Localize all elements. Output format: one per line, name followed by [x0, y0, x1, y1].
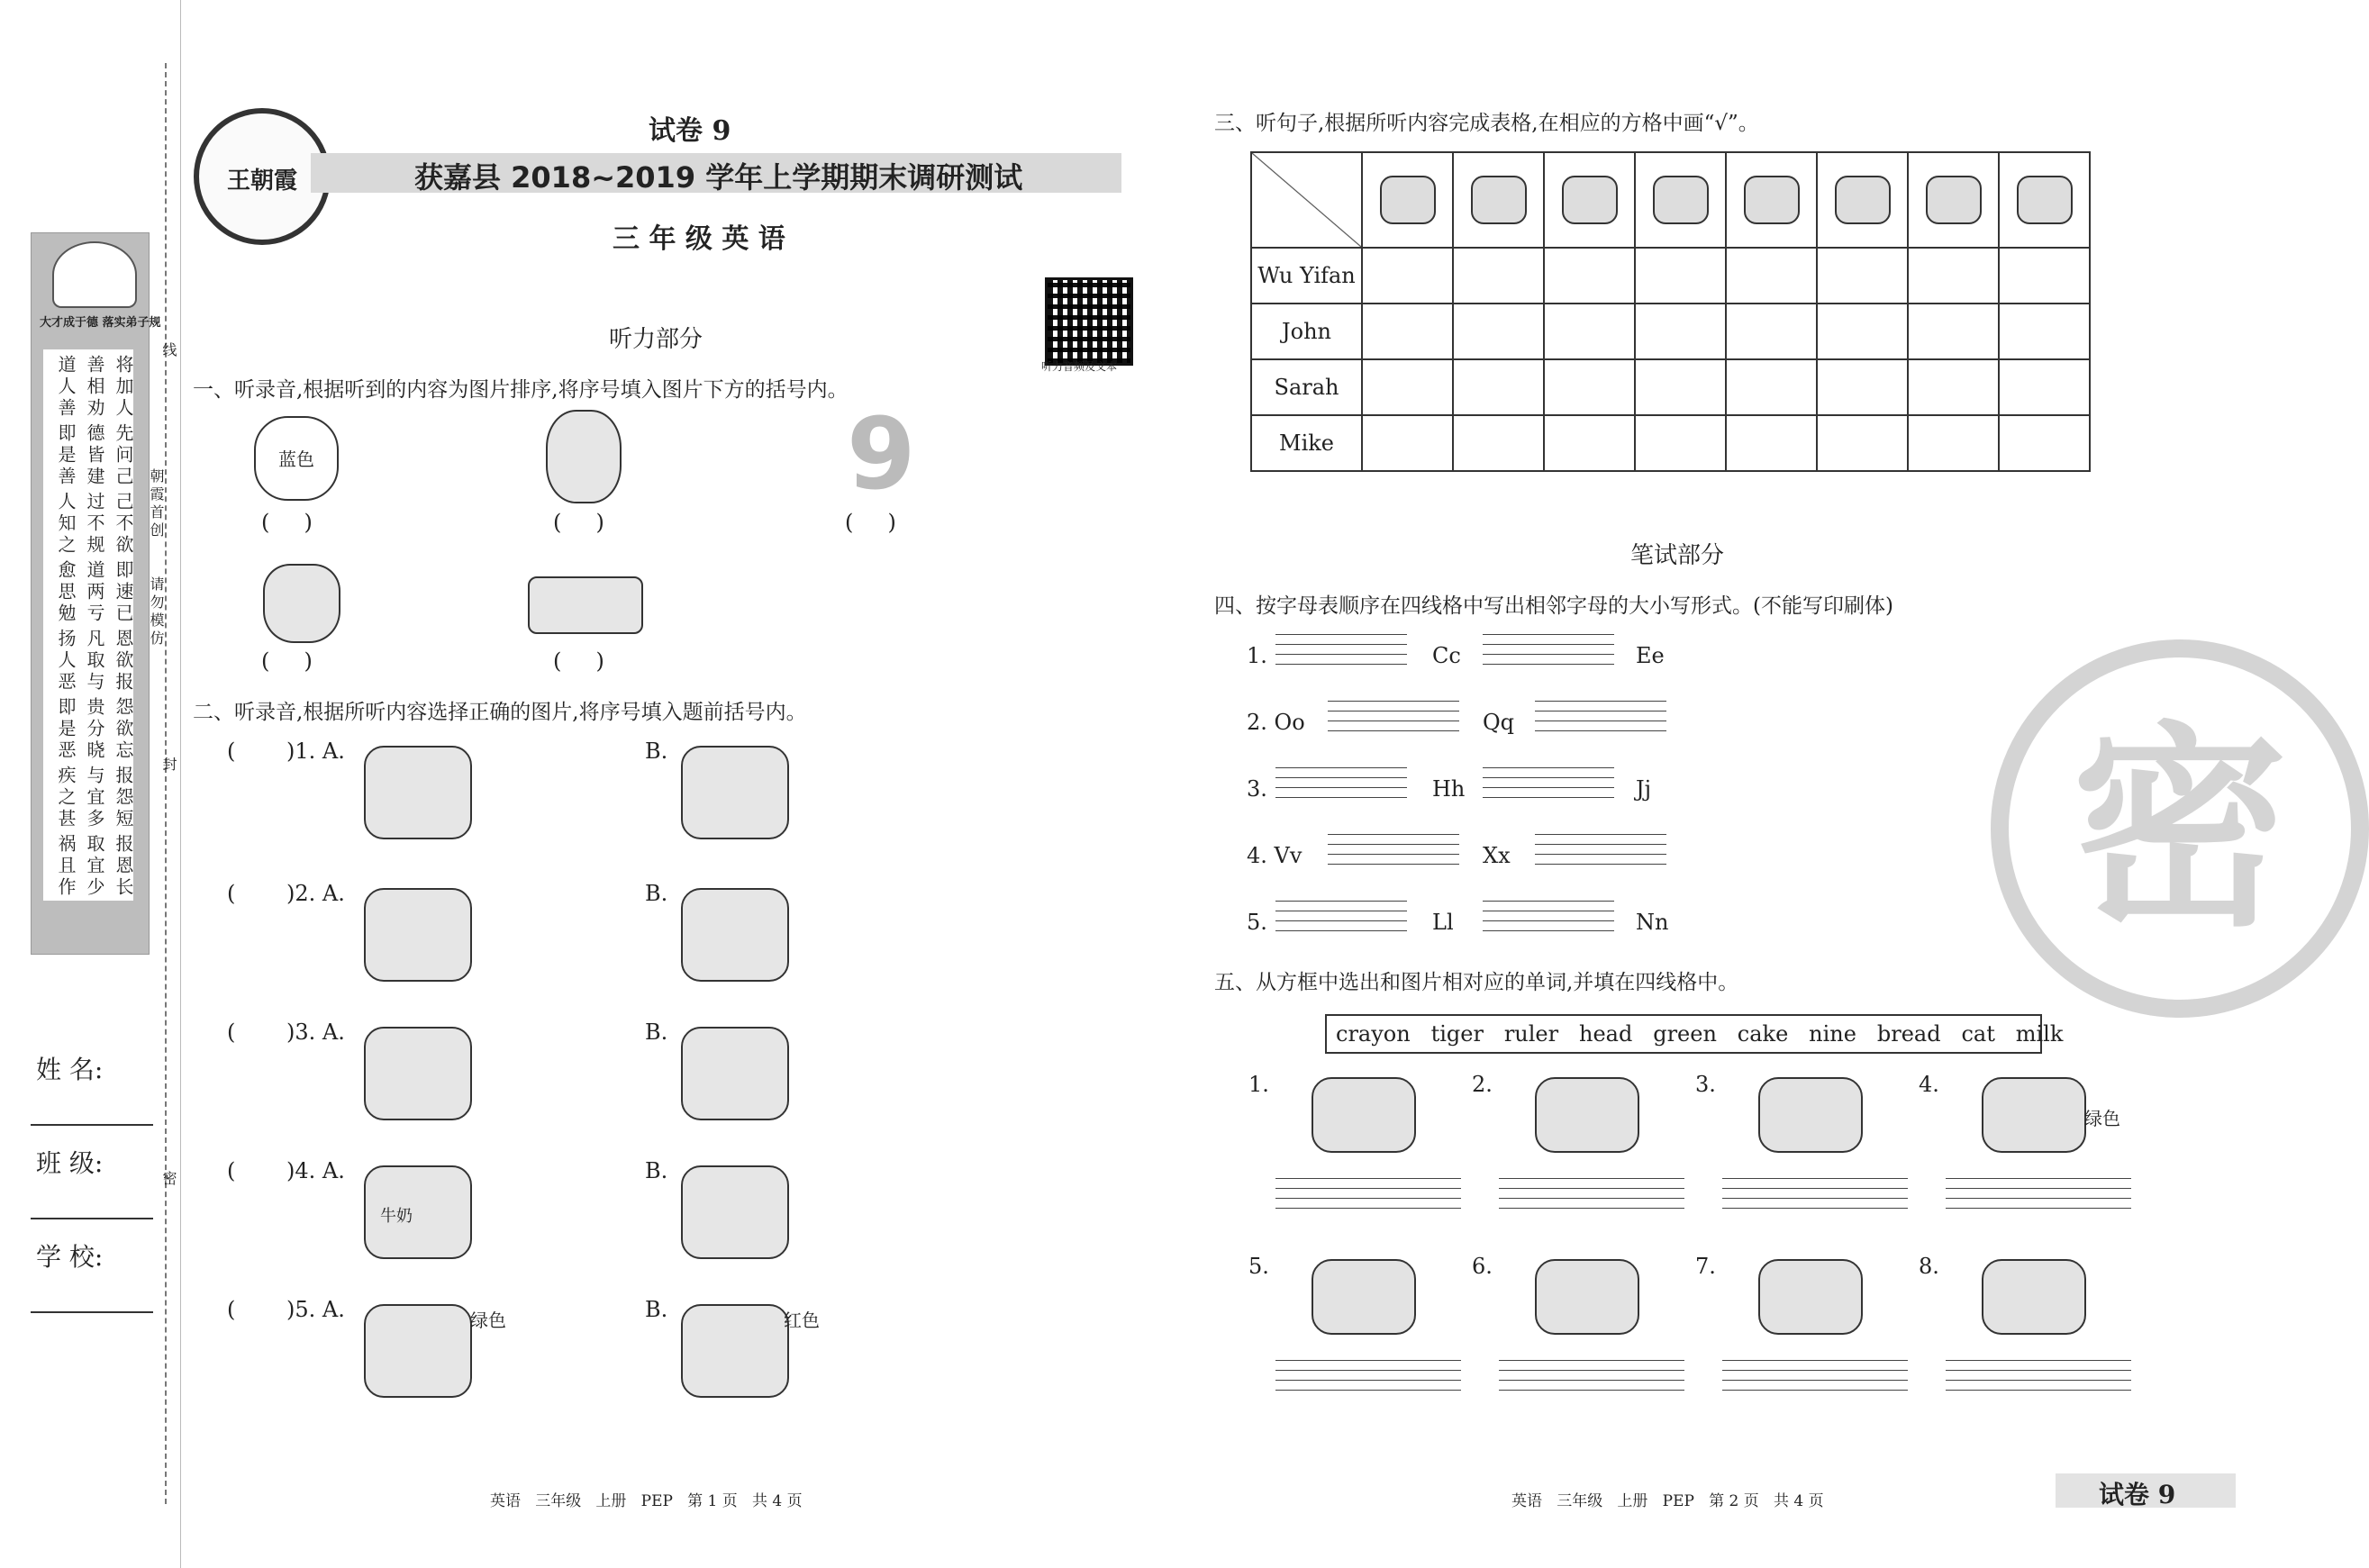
motto-text: 大才成于德 落实弟子规: [40, 316, 161, 330]
writing-lines[interactable]: [1946, 1178, 2131, 1223]
item-number: )1. A.: [286, 739, 345, 764]
writing-lines[interactable]: [1483, 767, 1614, 812]
table-header-cell: [1362, 152, 1453, 248]
exam-subtitle: 三 年 级 英 语: [613, 223, 785, 255]
nine-icon: 9: [847, 396, 916, 512]
check-cell[interactable]: [1726, 304, 1817, 359]
writing-lines[interactable]: [1275, 767, 1407, 812]
check-cell[interactable]: [1999, 359, 2090, 415]
answer-paren[interactable]: (: [227, 1158, 236, 1183]
check-cell[interactable]: [1362, 304, 1453, 359]
check-cell[interactable]: [1726, 359, 1817, 415]
head-icon: [1758, 1077, 1863, 1153]
motto-column: 凡取与: [84, 629, 105, 693]
page-divider: [180, 0, 181, 1568]
table-header-cell: [1908, 152, 1999, 248]
check-cell[interactable]: [1817, 304, 1908, 359]
writing-lines[interactable]: [1535, 834, 1666, 879]
pencil-box-icon: [528, 576, 643, 634]
row-name: Sarah: [1251, 359, 1362, 415]
writing-lines[interactable]: [1483, 634, 1614, 679]
writing-lines[interactable]: [1483, 901, 1614, 946]
writing-lines[interactable]: [1499, 1178, 1684, 1223]
class-label: 班 级:: [36, 1148, 104, 1178]
check-cell[interactable]: [1544, 304, 1635, 359]
cake-icon: [1312, 1077, 1416, 1153]
check-cell[interactable]: [1362, 359, 1453, 415]
hand-icon: [263, 564, 340, 643]
motto-column: 取宜少: [84, 834, 105, 899]
answer-paren[interactable]: (: [227, 1020, 236, 1045]
row-name: Wu Yifan: [1251, 248, 1362, 304]
name-label: 姓 名:: [36, 1055, 104, 1084]
mother-child-icon: [681, 888, 789, 982]
item-number: 2. Oo: [1247, 710, 1305, 735]
check-cell[interactable]: [1635, 248, 1726, 304]
option-b-label: B.: [645, 1297, 668, 1322]
answer-paren[interactable]: ( ): [261, 510, 313, 535]
check-cell[interactable]: [1544, 248, 1635, 304]
option-b-label: B.: [645, 739, 668, 764]
motto-column: 道人善: [55, 355, 77, 420]
motto-column: 疾之甚: [55, 766, 77, 830]
motto-column: 扬人恶: [55, 629, 77, 693]
binding-mark-2: 朝霞首创: [148, 468, 165, 540]
seal-char: 密: [2072, 702, 2289, 956]
row-name: John: [1251, 304, 1362, 359]
footer-left: 英语 三年级 上册 PEP 第 1 页 共 4 页: [490, 1492, 803, 1510]
given-letter: Ll: [1432, 910, 1454, 935]
motto-columns: [43, 349, 133, 901]
motto-column: 德皆建: [84, 423, 105, 488]
check-cell[interactable]: [1817, 248, 1908, 304]
water-icon: [1926, 176, 1982, 224]
table-row: [1251, 359, 2090, 415]
milk-label: 牛奶: [380, 1207, 413, 1226]
table-header-cell: [1726, 152, 1817, 248]
motto-column: 与宜多: [84, 766, 105, 830]
option-b-label: B.: [645, 881, 668, 906]
option-b-label: B.: [645, 1020, 668, 1045]
binding-mark-5: 密: [160, 1171, 177, 1189]
scholar-icon: [52, 241, 137, 308]
check-cell[interactable]: [1817, 359, 1908, 415]
writing-lines[interactable]: [1722, 1360, 1908, 1405]
binding-line: [165, 63, 167, 1504]
check-cell[interactable]: [1908, 248, 1999, 304]
item-number: 8.: [1919, 1254, 1939, 1279]
motto-column: 先问己: [113, 423, 134, 488]
check-cell[interactable]: [1908, 359, 1999, 415]
given-letter: Ee: [1636, 643, 1665, 668]
check-cell[interactable]: [1999, 304, 2090, 359]
motto-column: 善相劝: [84, 355, 105, 420]
item-number: 1.: [1247, 643, 1267, 668]
binding-mark-1: 线: [160, 342, 177, 360]
item-number: 5.: [1247, 910, 1267, 935]
motto-column: 愈思勉: [55, 560, 77, 625]
motto-column: 即是善: [55, 423, 77, 488]
check-cell[interactable]: [1635, 415, 1726, 471]
option-b-label: B.: [645, 1158, 668, 1183]
check-cell[interactable]: [1453, 359, 1544, 415]
word-list: crayon tiger ruler head green cake nine bread cat milk: [1336, 1021, 2064, 1047]
check-cell[interactable]: [1999, 248, 2090, 304]
cat-icon: [1535, 1259, 1639, 1335]
motto-column: 即速已: [113, 560, 134, 625]
question-4: 四、按字母表顺序在四线格中写出相邻字母的大小写形式。(不能写印刷体): [1214, 594, 1893, 618]
name-input-line[interactable]: [31, 1124, 153, 1126]
footer-right: 英语 三年级 上册 PEP 第 2 页 共 4 页: [1511, 1492, 1824, 1510]
question-5: 五、从方框中选出和图片相对应的单词,并填在四线格中。: [1214, 971, 1739, 994]
tree-icon: [1982, 1077, 2086, 1153]
given-letter: Cc: [1432, 643, 1461, 668]
motto-column: 将加人: [113, 355, 134, 420]
answer-paren[interactable]: ( ): [553, 648, 604, 674]
bear-icon: [681, 746, 789, 839]
bread-icon: [1835, 176, 1891, 224]
table-row: [1251, 415, 2090, 471]
item-number: 6.: [1472, 1254, 1493, 1279]
motto-column: 即是恶: [55, 697, 77, 762]
given-letter: Jj: [1636, 776, 1652, 802]
writing-lines[interactable]: [1946, 1360, 2131, 1405]
given-letter: Qq: [1483, 710, 1515, 735]
brand-name: 王朝霞: [226, 168, 297, 195]
check-cell[interactable]: [1999, 415, 2090, 471]
school-label: 学 校:: [36, 1242, 104, 1272]
item-number: 3.: [1695, 1072, 1716, 1097]
motto-column: 过不规: [84, 492, 105, 557]
rice-icon: [1653, 176, 1709, 224]
item-number: )4. A.: [286, 1158, 345, 1183]
item-number: )5. A.: [286, 1297, 345, 1322]
item-number: 5.: [1248, 1254, 1269, 1279]
item-number: 4. Vv: [1247, 843, 1302, 868]
item-number: 3.: [1247, 776, 1267, 802]
juice-icon: [1562, 176, 1618, 224]
answer-paren[interactable]: (: [227, 1297, 236, 1322]
question-3: 三、听句子,根据所听内容完成表格,在相应的方格中画“√”。: [1214, 112, 1759, 135]
bread-icon: [1535, 1077, 1639, 1153]
item-number: )3. A.: [286, 1020, 345, 1045]
row-name: Mike: [1251, 415, 1362, 471]
milk-icon: [1471, 176, 1527, 224]
check-cell[interactable]: [1817, 415, 1908, 471]
motto-column: 祸且作: [55, 834, 77, 899]
noodles-icon: [1744, 176, 1800, 224]
writing-lines[interactable]: [1275, 1360, 1461, 1405]
cake-icon: [364, 1027, 472, 1120]
cake-icon: [2017, 176, 2073, 224]
check-cell[interactable]: [1908, 415, 1999, 471]
egg-icon: [1380, 176, 1436, 224]
answer-paren[interactable]: ( ): [261, 648, 313, 674]
food-table: [1250, 151, 2091, 472]
answer-paren[interactable]: (: [227, 881, 236, 906]
nine-icon: [1982, 1259, 2086, 1335]
flower-shape-icon: [254, 416, 339, 501]
dog-icon: [364, 746, 472, 839]
green-label: 绿色: [470, 1310, 506, 1331]
crayon-icon: [1758, 1259, 1863, 1335]
table-header-cell: [1635, 152, 1726, 248]
check-cell[interactable]: [1726, 248, 1817, 304]
question-1: 一、听录音,根据听到的内容为图片排序,将序号填入图片下方的括号内。: [193, 378, 849, 402]
class-input-line[interactable]: [31, 1218, 153, 1219]
motto-column: 怨欲忘: [113, 697, 134, 762]
exam-title: 获嘉县 2018~2019 学年上学期期末调研测试: [414, 160, 1023, 195]
girl-pointing-icon: [681, 1304, 789, 1398]
flower-label: 蓝色: [278, 449, 314, 470]
check-cell[interactable]: [1726, 415, 1817, 471]
writing-lines[interactable]: [1275, 1178, 1461, 1223]
word-box: [1325, 1014, 2064, 1054]
writing-lines[interactable]: [1328, 834, 1459, 879]
color-label: 绿色: [2084, 1108, 2120, 1129]
listening-heading: 听力部分: [609, 326, 703, 353]
school-input-line[interactable]: [31, 1311, 153, 1313]
written-heading: 笔试部分: [1630, 542, 1725, 569]
table-header-cell: [1544, 152, 1635, 248]
item-number: 7.: [1695, 1254, 1716, 1279]
table-corner: [1251, 152, 1362, 248]
item-number: )2. A.: [286, 881, 345, 906]
two-kids-icon: [364, 888, 472, 982]
check-cell[interactable]: [1635, 359, 1726, 415]
item-number: 2.: [1472, 1072, 1493, 1097]
ruler-icon: [1312, 1259, 1416, 1335]
girl-pointing-icon: [364, 1304, 472, 1398]
juice-icon: [681, 1165, 789, 1259]
red-label: 红色: [784, 1310, 820, 1331]
check-cell[interactable]: [1544, 415, 1635, 471]
table-header-cell: [1817, 152, 1908, 248]
qr-caption: 听力音频及文本: [1041, 360, 1118, 373]
motto-column: 报怨短: [113, 766, 134, 830]
panda-icon: [546, 410, 622, 503]
motto-column: 恩欲报: [113, 629, 134, 693]
check-cell[interactable]: [1453, 304, 1544, 359]
check-cell[interactable]: [1362, 248, 1453, 304]
qr-code[interactable]: [1045, 277, 1133, 366]
table-header-cell: [1453, 152, 1544, 248]
motto-column: 己不欲: [113, 492, 134, 557]
motto-column: 报恩长: [113, 834, 134, 899]
answer-paren[interactable]: ( ): [845, 510, 896, 535]
motto-column: 人知之: [55, 492, 77, 557]
binding-mark-4: 封: [160, 757, 177, 775]
question-2: 二、听录音,根据所听内容选择正确的图片,将序号填入题前括号内。: [193, 701, 807, 724]
writing-lines[interactable]: [1275, 901, 1407, 946]
check-cell[interactable]: [1453, 415, 1544, 471]
answer-paren[interactable]: (: [227, 739, 236, 764]
writing-lines[interactable]: [1499, 1360, 1684, 1405]
writing-lines[interactable]: [1328, 701, 1459, 746]
check-cell[interactable]: [1544, 359, 1635, 415]
writing-lines[interactable]: [1275, 634, 1407, 679]
writing-lines[interactable]: [1535, 701, 1666, 746]
check-cell[interactable]: [1908, 304, 1999, 359]
check-cell[interactable]: [1453, 248, 1544, 304]
check-cell[interactable]: [1635, 304, 1726, 359]
confidential-seal-icon: [1991, 639, 2369, 1018]
table-row: [1251, 248, 2090, 304]
writing-lines[interactable]: [1722, 1178, 1908, 1223]
motto-column: 道两亏: [84, 560, 105, 625]
item-number: 4.: [1919, 1072, 1939, 1097]
given-letter: Hh: [1432, 776, 1466, 802]
table-row: [1251, 304, 2090, 359]
given-letter: Nn: [1636, 910, 1669, 935]
item-number: 1.: [1248, 1072, 1269, 1097]
table-header-cell: [1999, 152, 2090, 248]
check-cell[interactable]: [1362, 415, 1453, 471]
footer-tag: 试卷 9: [2099, 1480, 2176, 1509]
binding-mark-3: 请勿模仿: [148, 576, 165, 648]
motto-column: 贵分晓: [84, 697, 105, 762]
given-letter: Xx: [1483, 843, 1511, 868]
series-label: 试卷 9: [649, 115, 731, 147]
cake-icon: [681, 1027, 789, 1120]
answer-paren[interactable]: ( ): [553, 510, 604, 535]
